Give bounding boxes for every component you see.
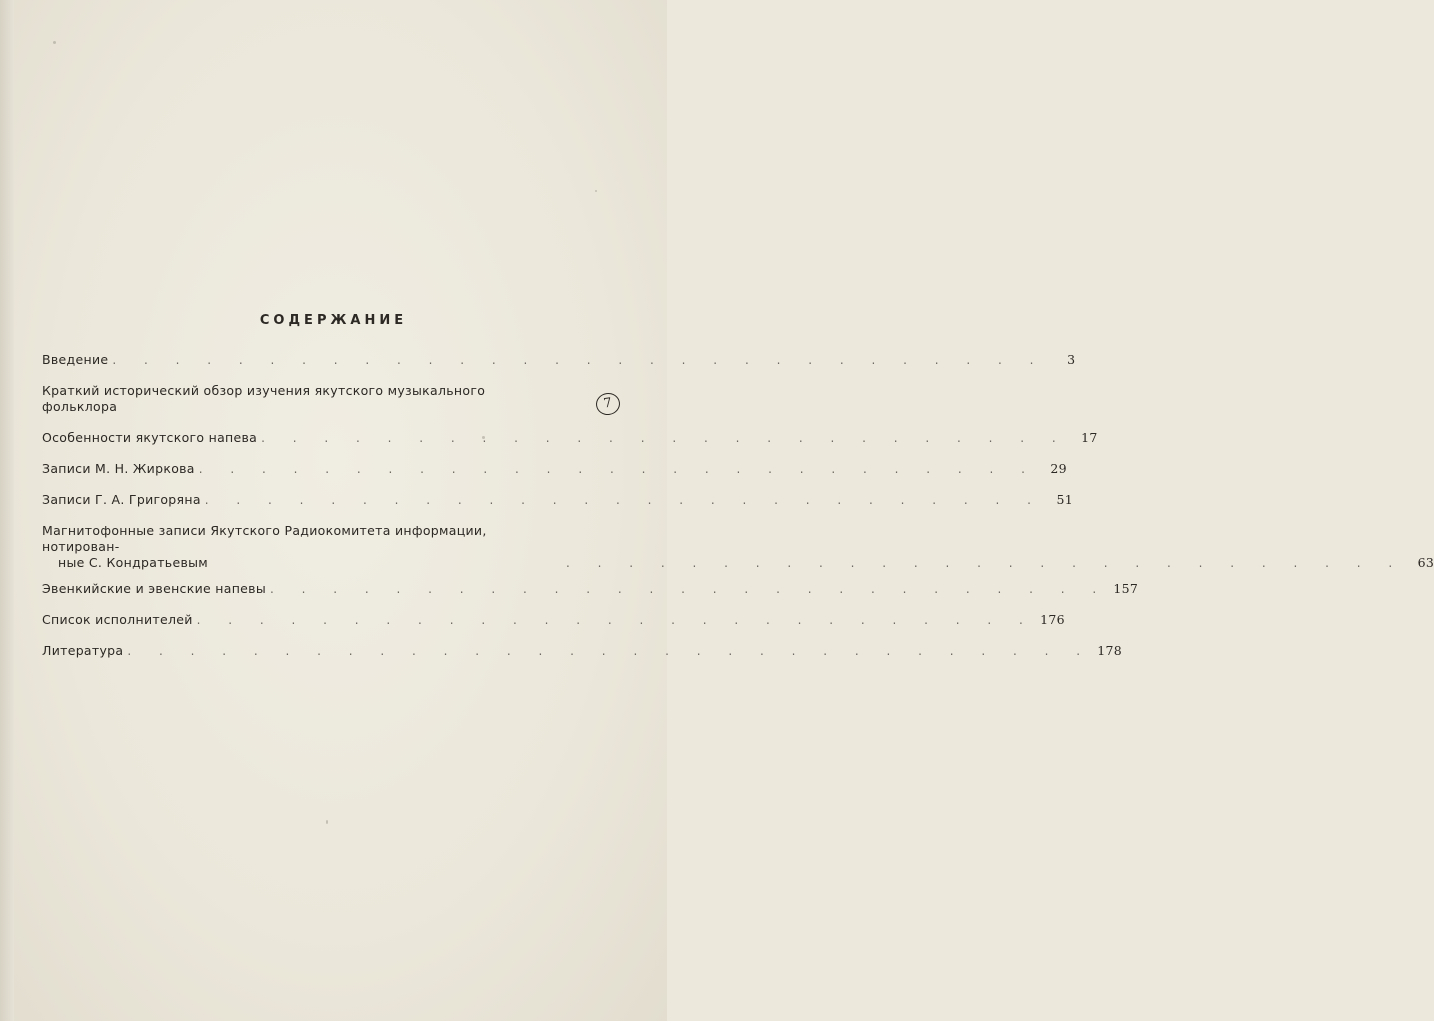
dot-leader: . . . . . . . . . . . . . . . . . . . . . . . . . . . — [270, 582, 1109, 596]
toc-entry-literature[interactable] — [42, 643, 1123, 659]
toc-entry-historical-overview[interactable] — [42, 383, 616, 415]
toc-entry-zhirkov[interactable] — [42, 461, 1067, 477]
toc-entry-page: 176 — [1040, 612, 1065, 627]
dot-leader: . . . . . . . . . . . . . . . . . . . . . . . . . . . . . . — [112, 353, 1046, 367]
toc-entry-evenki-melodies[interactable] — [42, 581, 1139, 597]
toc-entry-page: 63 — [1417, 555, 1434, 570]
page-edge-shadow — [0, 0, 14, 1021]
dot-leader: . . . . . . . . . . . . . . . . . . . . . . . . . . . — [566, 556, 1405, 570]
toc-title: СОДЕРЖАНИЕ — [259, 313, 408, 328]
toc-entry-title: Эвенкийские и эвенские напевы — [42, 581, 266, 596]
toc-entry-introduction[interactable] — [42, 352, 1076, 368]
toc-entry-title — [42, 523, 566, 571]
dot-leader: . . . . . . . . . . . . . . . . . . . . . . . . . . . . . . . — [127, 644, 1093, 658]
dot-leader: . . . . . . . . . . . . . . . . . . . . . . . . . . — [261, 431, 1068, 445]
toc-entry-title: Литература — [42, 643, 124, 658]
toc-entry-yakut-melody[interactable] — [42, 430, 1098, 446]
toc-entry-page: 178 — [1097, 643, 1123, 658]
dot-leader: . . . . . . . . . . . . . . . . . . . . . . . . . . . — [204, 493, 1043, 507]
toc-entry-page: 29 — [1050, 461, 1067, 476]
toc-entry-title: Записи М. Н. Жиркова — [42, 461, 195, 476]
toc-entry-title: Особенности якутского напева — [42, 430, 258, 445]
toc-entry-page: 157 — [1113, 581, 1139, 596]
table-of-contents — [42, 352, 1434, 674]
toc-entry-title: Список исполнителей — [42, 612, 193, 627]
paper-speck — [53, 41, 56, 44]
dot-leader: . . . . . . . . . . . . . . . . . . . . . . . . . . . — [198, 462, 1037, 476]
toc-entry-title: Записи Г. А. Григоряна — [42, 492, 201, 507]
toc-entry-performers[interactable] — [42, 612, 1065, 628]
toc-entry-radio-recordings[interactable] — [42, 523, 1434, 571]
toc-entry-title-line1: Магнитофонные записи Якутского Радиокомитета информации, нотирован- — [42, 523, 487, 554]
toc-entry-title: Введение — [42, 352, 109, 367]
paper-speck — [595, 190, 597, 192]
dot-leader: . . . . . . . . . . . . . . . . . . . . . . . . . . . — [196, 613, 1035, 627]
toc-entry-grigoryan[interactable] — [42, 492, 1073, 508]
toc-entry-title-line2: ные С. Кондратьевым — [58, 555, 209, 570]
handwritten-circle-mark: 7 — [595, 391, 622, 416]
toc-entry-title: Краткий исторический обзор изучения якутского музыкального фольклора — [42, 383, 486, 414]
toc-entry-page: 51 — [1056, 492, 1073, 507]
toc-entry-page: 17 — [1081, 430, 1098, 445]
paper-speck — [326, 820, 328, 824]
toc-entry-page — [586, 393, 616, 415]
toc-entry-page: 3 — [1067, 352, 1076, 367]
